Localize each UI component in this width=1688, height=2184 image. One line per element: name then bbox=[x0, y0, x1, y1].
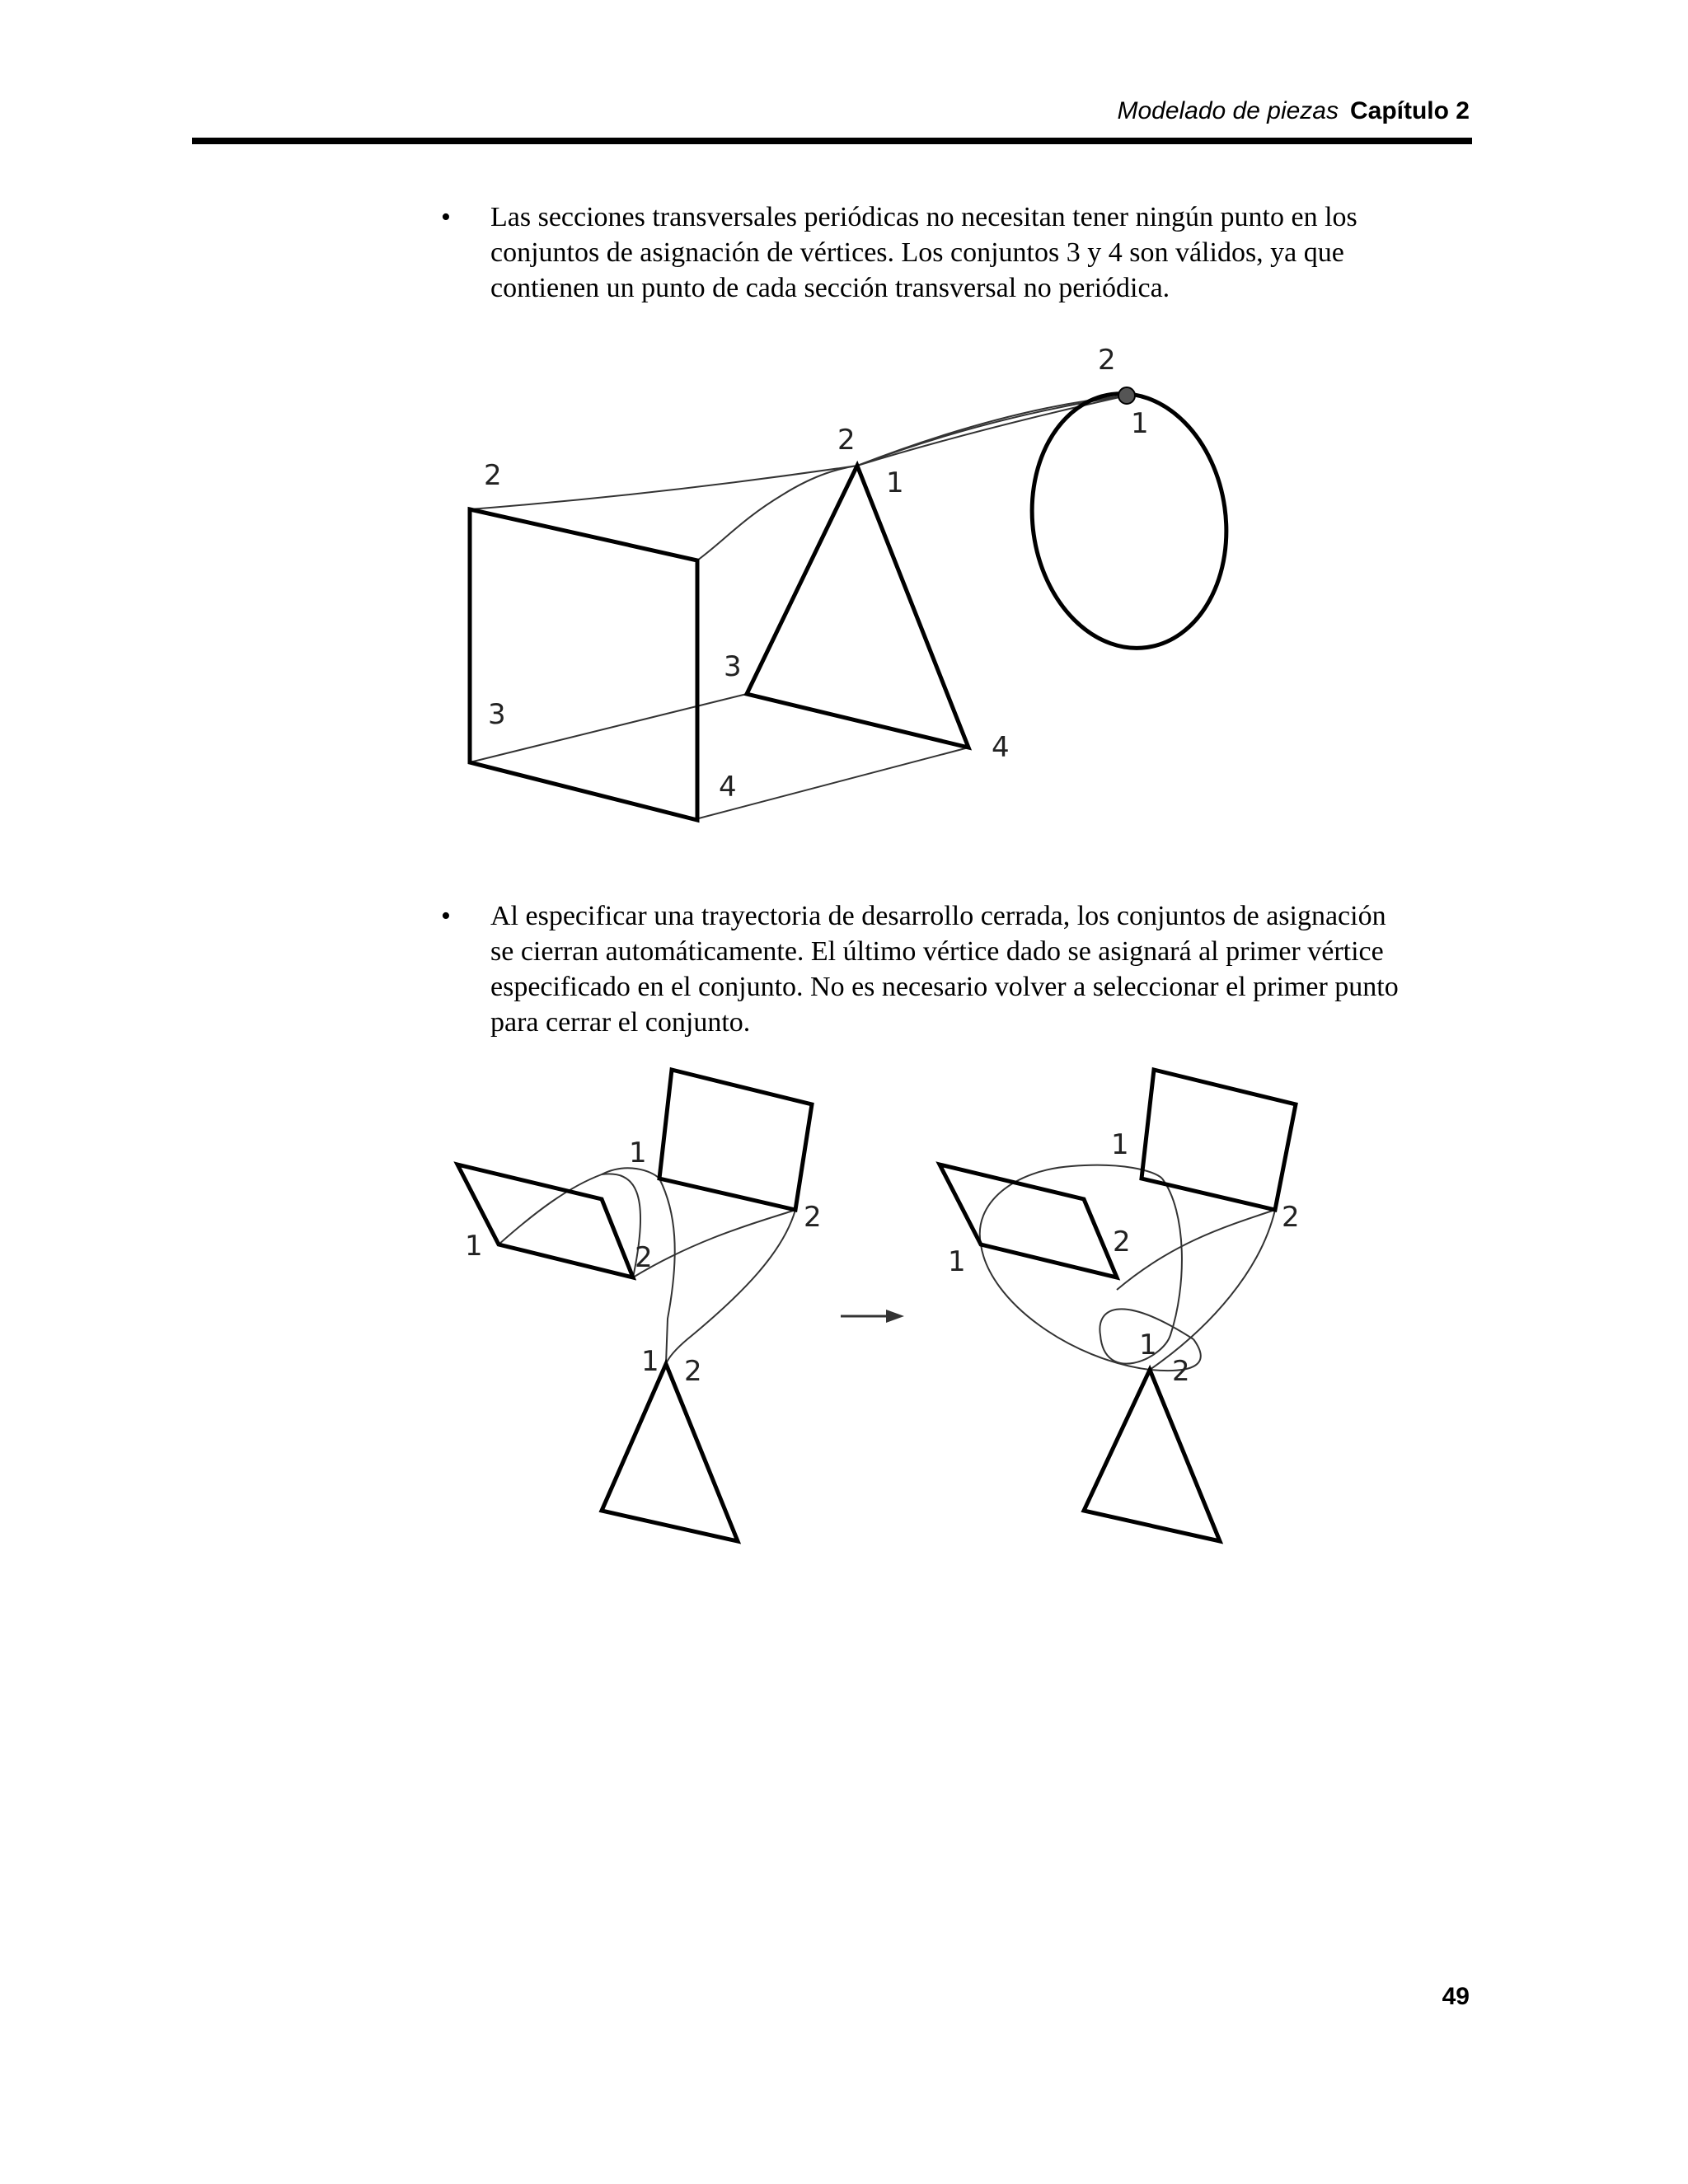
vertex-label: 2 bbox=[635, 1241, 653, 1274]
vertex-label: 2 bbox=[1282, 1201, 1300, 1234]
header-section-title: Modelado de piezas bbox=[1117, 97, 1339, 124]
vertex-label: 1 bbox=[1131, 407, 1149, 440]
arrow-icon bbox=[841, 1310, 904, 1323]
vertex-label: 4 bbox=[992, 731, 1010, 764]
vertex-label: 2 bbox=[484, 459, 502, 492]
vertex-label: 2 bbox=[837, 424, 856, 457]
bullet-icon: • bbox=[441, 901, 451, 931]
parallelogram-section bbox=[940, 1165, 1117, 1277]
paragraph-line: para cerrar el conjunto. bbox=[490, 1007, 751, 1038]
paragraph-line: se cierran automáticamente. El último vértice dado se asignará al primer vértice bbox=[490, 936, 1384, 967]
vertex-label: 2 bbox=[1172, 1355, 1190, 1388]
figure-after bbox=[940, 1070, 1300, 1541]
triangle-section bbox=[1084, 1370, 1220, 1541]
parallelogram-section bbox=[457, 1165, 633, 1277]
square-section bbox=[1142, 1070, 1296, 1210]
vertex-label: 1 bbox=[629, 1137, 647, 1169]
vertex-label: 1 bbox=[641, 1345, 659, 1378]
vertex-label: 2 bbox=[684, 1355, 702, 1388]
vertex-label: 3 bbox=[488, 698, 506, 731]
vertex-label: 1 bbox=[1111, 1128, 1129, 1161]
figure-before bbox=[457, 1070, 822, 1541]
vertex-label: 2 bbox=[1098, 344, 1116, 377]
page-number: 49 bbox=[1442, 1983, 1470, 2010]
vertex-label: 2 bbox=[1113, 1226, 1131, 1258]
vertex-label: 2 bbox=[804, 1201, 822, 1234]
triangle-section bbox=[602, 1364, 738, 1541]
paragraph-line: contienen un punto de cada sección transversal no periódica. bbox=[490, 273, 1170, 303]
paragraph-line: especificado en el conjunto. No es necesario volver a seleccionar el primer punto bbox=[490, 972, 1399, 1002]
paragraph-line: Al especificar una trayectoria de desarrollo cerrada, los conjuntos de asignación bbox=[490, 901, 1386, 931]
square-section bbox=[659, 1070, 812, 1210]
vertex-label: 4 bbox=[719, 771, 737, 804]
vertex-label: 1 bbox=[886, 466, 904, 499]
header-chapter-title: Capítulo 2 bbox=[1349, 97, 1470, 124]
vertex-label: 1 bbox=[1139, 1329, 1157, 1361]
blend-curves bbox=[980, 1165, 1275, 1371]
vertex-label: 1 bbox=[948, 1245, 966, 1278]
bullet-icon: • bbox=[441, 202, 451, 232]
paragraph-line: Las secciones transversales periódicas no necesitan tener ningún punto en los bbox=[490, 202, 1357, 232]
paragraph-line: conjuntos de asignación de vértices. Los conjuntos 3 y 4 son válidos, ya que bbox=[490, 237, 1344, 268]
vertex-label: 1 bbox=[465, 1230, 483, 1263]
vertex-label: 3 bbox=[724, 650, 742, 683]
